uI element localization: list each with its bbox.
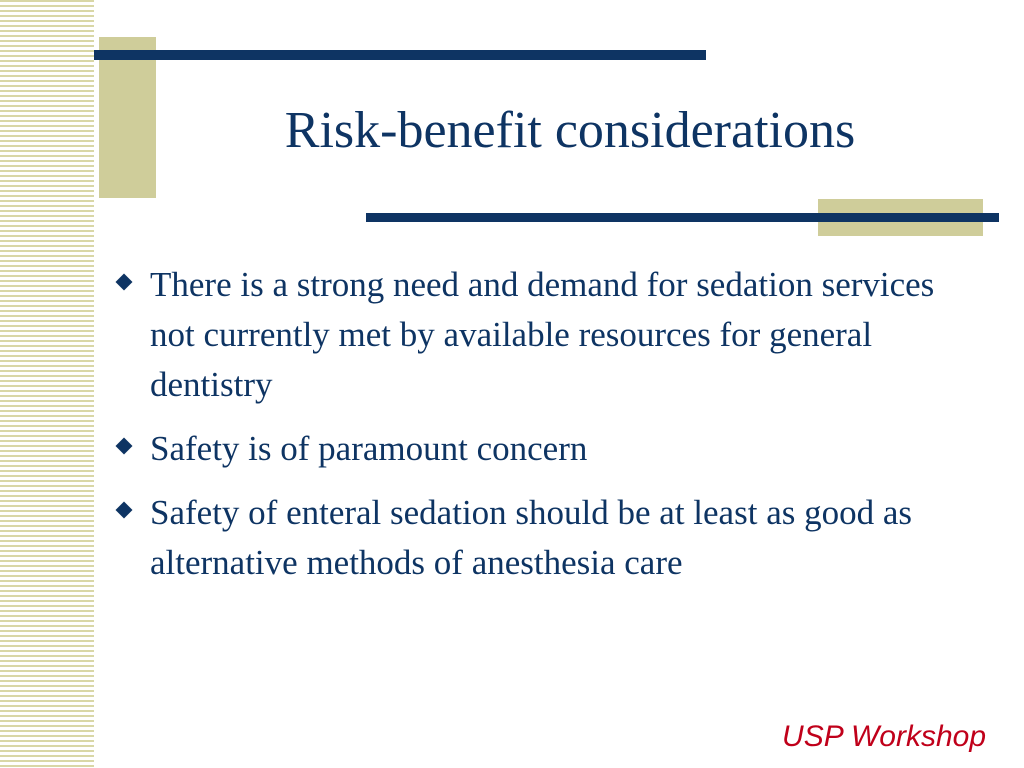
slide-title: Risk-benefit considerations xyxy=(284,102,856,159)
bullet-text: Safety is of paramount concern xyxy=(150,429,588,468)
diamond-bullet-icon xyxy=(116,502,133,519)
bullet-list xyxy=(114,260,984,602)
decorative-top-rule xyxy=(94,50,706,60)
bullet-text: There is a strong need and demand for sedation services not currently met by available resources for general dentistry xyxy=(150,265,935,404)
decorative-accent-block-left xyxy=(99,37,156,198)
bullet-item xyxy=(114,260,984,410)
decorative-side-stripe xyxy=(0,0,94,768)
diamond-bullet-icon xyxy=(116,274,133,291)
footer-label: USP Workshop xyxy=(782,720,986,753)
bullet-item xyxy=(114,488,984,588)
bullet-item xyxy=(114,424,984,474)
bullet-text: Safety of enteral sedation should be at least as good as alternative methods of anesthesia care xyxy=(150,493,913,582)
diamond-bullet-icon xyxy=(116,438,133,455)
decorative-bottom-rule xyxy=(366,213,999,222)
